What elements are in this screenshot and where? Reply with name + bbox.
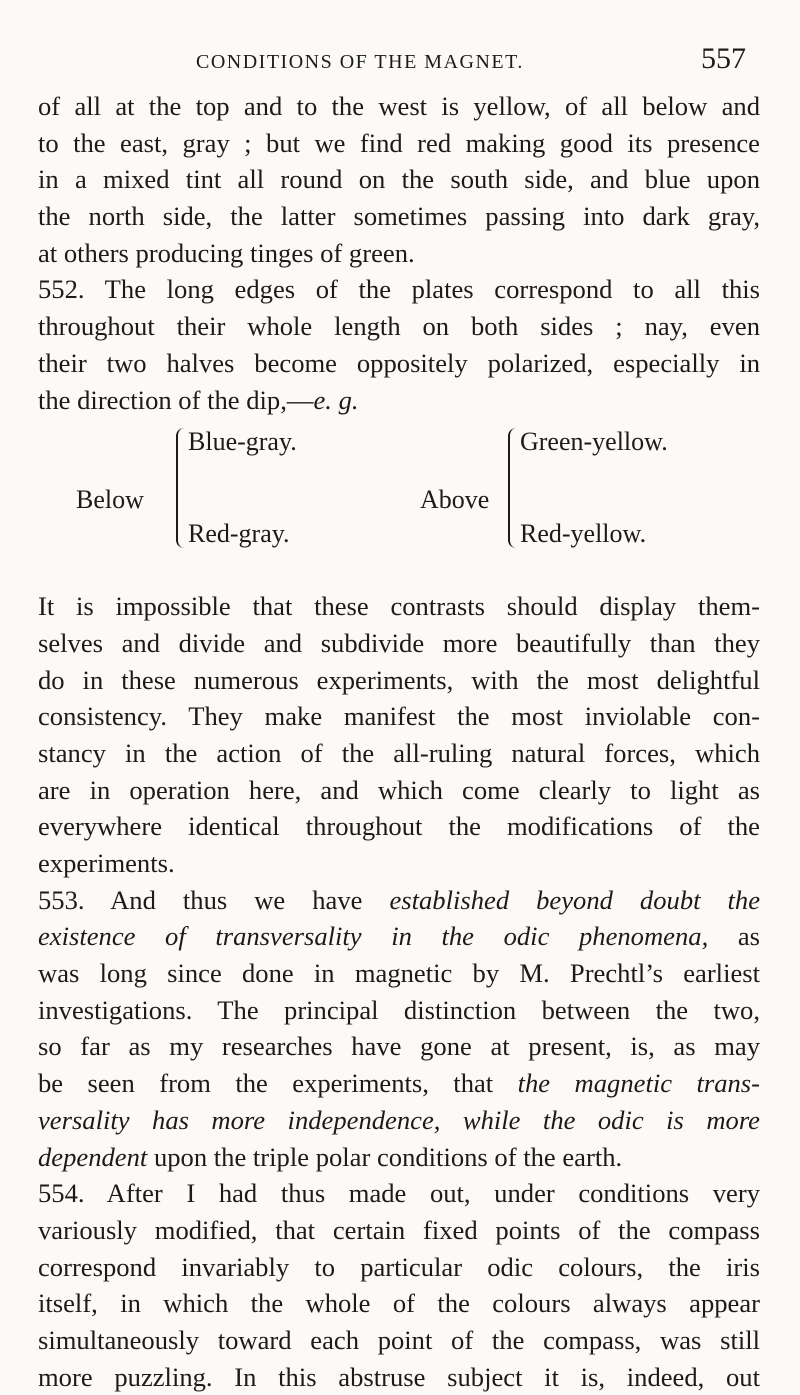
text-line: itself, in which the whole of the colours always appear: [38, 1288, 760, 1319]
page-number: 557: [701, 42, 746, 75]
text-line: everywhere identical throughout the modifications of the: [38, 811, 760, 842]
text-line: do in these numerous experiments, with the most delightful: [38, 664, 760, 695]
text-line: consistency. They make manifest the most inviolable con-: [38, 701, 760, 732]
text-run: the direction of the dip,—: [38, 384, 314, 415]
paragraph-553: [38, 882, 760, 1176]
text-line: are in operation here, and which come clearly to light as: [38, 774, 760, 805]
text-line: variously modified, that certain fixed points of the compass: [38, 1214, 760, 1245]
text-line: of all at the top and to the west is yellow, of all below and: [38, 91, 760, 121]
text-line: to the east, gray ; but we find red making good its presence: [38, 127, 760, 158]
paragraph-554: [38, 1175, 760, 1395]
running-head: [0, 42, 800, 78]
text-line: stancy in the action of the all-ruling natural forces, which: [38, 737, 760, 768]
above-label: Above: [420, 485, 490, 515]
text-line: It is impossible that these contrasts should display them-: [38, 591, 760, 622]
below-bottom-colour: Red-gray.: [188, 519, 290, 549]
text-line: throughout their whole length on both sides ; nay, even: [38, 311, 760, 342]
below-top-colour: Blue-gray.: [188, 427, 297, 457]
italic-run: the magnetic trans-: [517, 1068, 760, 1099]
text-line: [38, 382, 760, 419]
text-line: [38, 1065, 760, 1102]
text-line: the north side, the latter sometimes passing into dark gray,: [38, 201, 760, 232]
above-top-colour: Green-yellow.: [520, 427, 668, 457]
paragraph-552: [38, 271, 760, 418]
brace-above: [508, 428, 520, 548]
text-line: 552. The long edges of the plates correspond to all this: [38, 274, 760, 305]
brace-below: [176, 428, 188, 548]
body-text: [38, 88, 760, 1395]
text-line: [38, 1139, 760, 1176]
text-line: correspond invariably to particular odic colours, the iris: [38, 1251, 760, 1282]
italic-run: versality has more independence, while the odic is more: [38, 1104, 760, 1135]
text-line: more puzzling. In this abstruse subject it is, indeed, out: [38, 1361, 760, 1392]
italic-run: dependent: [38, 1141, 148, 1172]
below-label: Below: [76, 485, 144, 515]
text-line: investigations. The principal distinction between the two,: [38, 994, 760, 1025]
text-run: as: [708, 921, 760, 952]
italic-run: existence of transversality in the odic phenomena,: [38, 921, 709, 952]
polarity-table: [38, 422, 760, 588]
text-run: upon the triple polar conditions of the earth.: [147, 1141, 623, 1172]
text-line: in a mixed tint all round on the south side, and blue upon: [38, 164, 760, 195]
paragraph-continuation: [38, 88, 760, 271]
text-line: selves and divide and subdivide more beautifully than they: [38, 627, 760, 658]
text-line: 554. After I had thus made out, under conditions very: [38, 1178, 760, 1209]
running-title: CONDITIONS OF THE MAGNET.: [196, 51, 524, 73]
text-line: experiments.: [38, 848, 175, 878]
text-run: 553. And thus we have: [38, 884, 390, 915]
above-bottom-colour: Red-yellow.: [520, 519, 647, 549]
text-line: was long since done in magnetic by M. Prechtl’s earliest: [38, 958, 760, 989]
text-line: simultaneously toward each point of the compass, was still: [38, 1324, 760, 1355]
text-line: their two halves become oppositely polarized, especially in: [38, 347, 760, 378]
text-line: so far as my researches have gone at present, is, as may: [38, 1031, 760, 1062]
text-run: be seen from the experiments, that: [38, 1068, 518, 1099]
text-line: [38, 1102, 760, 1139]
italic-run: established beyond doubt the: [389, 884, 760, 915]
paragraph-contrasts: [38, 588, 760, 882]
text-line: [38, 918, 760, 955]
text-line: [38, 882, 760, 919]
text-line: at others producing tinges of green.: [38, 237, 415, 268]
italic-run: e. g.: [313, 384, 359, 415]
